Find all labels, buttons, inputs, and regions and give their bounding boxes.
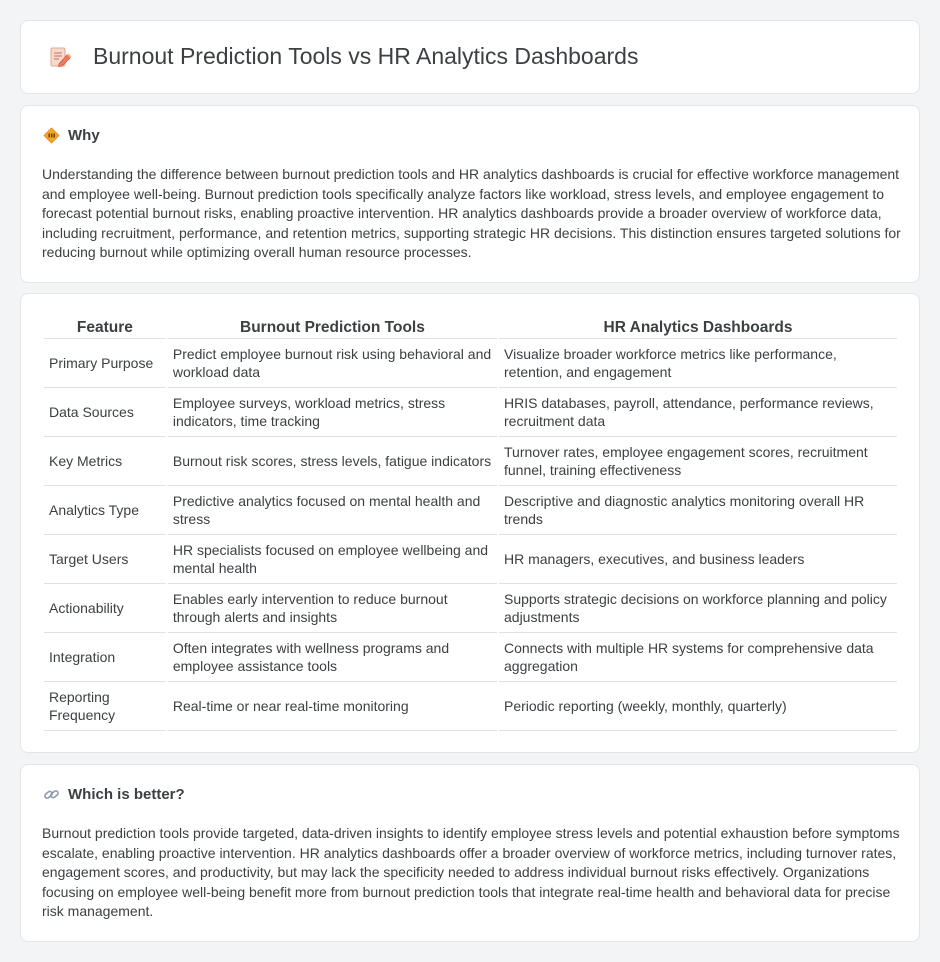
burnout-cell: Predict employee burnout risk using behavioral and workload data bbox=[168, 339, 497, 388]
hr-cell: Connects with multiple HR systems for comprehensive data aggregation bbox=[499, 633, 897, 682]
burnout-cell: Enables early intervention to reduce burnout through alerts and insights bbox=[168, 584, 497, 633]
table-row bbox=[44, 486, 897, 535]
table-row bbox=[44, 339, 897, 388]
hr-cell: Supports strategic decisions on workforce planning and policy adjustments bbox=[499, 584, 897, 633]
table-row bbox=[44, 437, 897, 486]
feature-cell: Analytics Type bbox=[44, 486, 166, 535]
hr-cell: HR managers, executives, and business leaders bbox=[499, 535, 897, 584]
table-row bbox=[44, 682, 897, 731]
better-body: Burnout prediction tools provide targeted, data-driven insights to identify employee stress levels and potential exhaustion before symptoms escalate, enabling proactive intervention. HR analytics dashboards offer a broader overview of workforce metrics, including turnover rates, engagement scores, and productivity, but may lack the specificity needed to address individual burnout risks effectively. Organizations focusing on employee well-being benefit more from burnout prediction tools that integrate real-time health and behavioral data for precise risk management. bbox=[42, 825, 900, 920]
why-title: Why bbox=[68, 127, 100, 144]
hr-cell: Turnover rates, employee engagement scores, recruitment funnel, training effectiveness bbox=[499, 437, 897, 486]
hr-cell: Descriptive and diagnostic analytics monitoring overall HR trends bbox=[499, 486, 897, 535]
table-row bbox=[44, 633, 897, 682]
table-header-row bbox=[44, 315, 897, 339]
page-title: Burnout Prediction Tools vs HR Analytics Dashboards bbox=[93, 43, 639, 69]
header-burnout-tools: Burnout Prediction Tools bbox=[168, 315, 497, 339]
title-row bbox=[47, 43, 638, 70]
feature-cell: Key Metrics bbox=[44, 437, 166, 486]
feature-cell: Integration bbox=[44, 633, 166, 682]
feature-cell: Data Sources bbox=[44, 388, 166, 437]
feature-cell: Actionability bbox=[44, 584, 166, 633]
better-title: Which is better? bbox=[68, 786, 185, 803]
why-body: Understanding the difference between burnout prediction tools and HR analytics dashboards is crucial for effective workforce management and employee well-being. Burnout prediction tools specifically analyze factors like workload, stress levels, and employee engagement to forecast potential burnout risks, enabling proactive intervention. HR analytics dashboards provide a broader overview of workforce data, including recruitment, performance, and retention metrics, supporting strategic HR decisions. This distinction ensures targeted solutions for reducing burnout while optimizing overall human resource processes. bbox=[42, 166, 901, 261]
burnout-cell: Real-time or near real-time monitoring bbox=[168, 682, 497, 731]
hr-cell: Visualize broader workforce metrics like performance, retention, and engagement bbox=[499, 339, 897, 388]
burnout-cell: Burnout risk scores, stress levels, fatigue indicators bbox=[168, 437, 497, 486]
why-heading bbox=[43, 127, 100, 144]
feature-cell: Primary Purpose bbox=[44, 339, 166, 388]
hr-cell: Periodic reporting (weekly, monthly, quarterly) bbox=[499, 682, 897, 731]
link-icon bbox=[43, 786, 60, 803]
why-section bbox=[20, 105, 920, 283]
feature-cell: Reporting Frequency bbox=[44, 682, 166, 731]
better-heading bbox=[43, 786, 185, 803]
table-row bbox=[44, 584, 897, 633]
table-row bbox=[44, 388, 897, 437]
burnout-cell: Predictive analytics focused on mental health and stress bbox=[168, 486, 497, 535]
document-pencil-icon bbox=[47, 44, 73, 70]
header-card bbox=[20, 20, 920, 94]
comparison-card bbox=[20, 293, 920, 753]
header-hr-dashboards: HR Analytics Dashboards bbox=[499, 315, 897, 339]
header-feature: Feature bbox=[44, 315, 166, 339]
warning-diamond-icon bbox=[43, 127, 60, 144]
table-row bbox=[44, 535, 897, 584]
hr-cell: HRIS databases, payroll, attendance, performance reviews, recruitment data bbox=[499, 388, 897, 437]
burnout-cell: Employee surveys, workload metrics, stress indicators, time tracking bbox=[168, 388, 497, 437]
burnout-cell: HR specialists focused on employee wellbeing and mental health bbox=[168, 535, 497, 584]
comparison-table bbox=[42, 315, 899, 731]
feature-cell: Target Users bbox=[44, 535, 166, 584]
burnout-cell: Often integrates with wellness programs and employee assistance tools bbox=[168, 633, 497, 682]
which-is-better-section bbox=[20, 764, 920, 942]
